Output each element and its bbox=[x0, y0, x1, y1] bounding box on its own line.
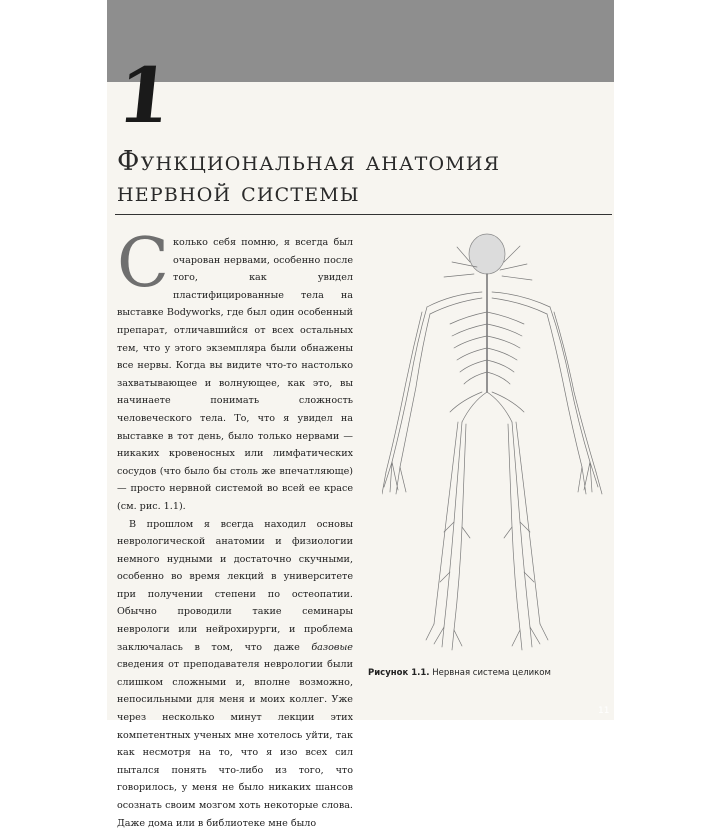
paragraph-2-text-a: В прошлом я всегда находил основы неврологической анатомии и физиологии немного нудными и достаточно скучными, особенно во время лекций в университете при получении степени по остеопатии. Обычно проводили такие семинары неврологи или нейрохирурги, и проблема заключалась в том, что даже bbox=[117, 519, 353, 653]
drop-cap: С bbox=[117, 236, 169, 292]
caption-label: Рисунок 1.1. bbox=[368, 668, 430, 678]
title-divider bbox=[115, 214, 612, 215]
paragraph-1 bbox=[117, 234, 353, 516]
figure-caption bbox=[368, 668, 551, 678]
paragraph-2 bbox=[117, 516, 353, 832]
paragraph-1-text: колько себя помню, я всегда был очарован нервами, особенно после того, как увидел пластифицированные тела на выставке Bodyworks, где был один особенный препарат, отличавшийся от всех остальных тем, что у этого экземпляра были обнажены все нервы. Когда вы видите что-то настолько захватывающее и волнующее, как это, вы начинаете понимать сложность человеческого тела. То, что я увидел на выставке в тот день, было только нервами — никаких кровеносных или лимфатических сосудов (что было бы столь же впечатляюще) — просто нервной системой во всей ее красе (см. рис. 1.1). bbox=[117, 237, 353, 512]
chapter-title-line2: нервной системы bbox=[117, 177, 617, 208]
paragraph-2-text-b: сведения от преподавателя неврологии были слишком сложными и, вполне возможно, непосильными для меня и моих коллег. Уже через несколько минут лекции этих компетентных ученых мне хотелось уйти, так как несмотря на то, что я изо всех сил пытался понять что-либо из того, что говорилось, у меня не было никаких шансов осознать своим мозгом хоть некоторые слова. Даже дома или в библиотеке мне было bbox=[117, 659, 353, 828]
caption-text: Нервная система целиком bbox=[430, 668, 551, 678]
chapter-title-line1: Функциональная анатомия bbox=[117, 146, 617, 177]
chapter-number: 1 bbox=[114, 58, 175, 134]
chapter-title bbox=[117, 146, 617, 208]
page-number: 11 bbox=[598, 706, 609, 716]
emphasis-basic: базовые bbox=[311, 642, 353, 653]
body-text bbox=[117, 234, 353, 832]
nervous-system-illustration bbox=[382, 232, 612, 662]
